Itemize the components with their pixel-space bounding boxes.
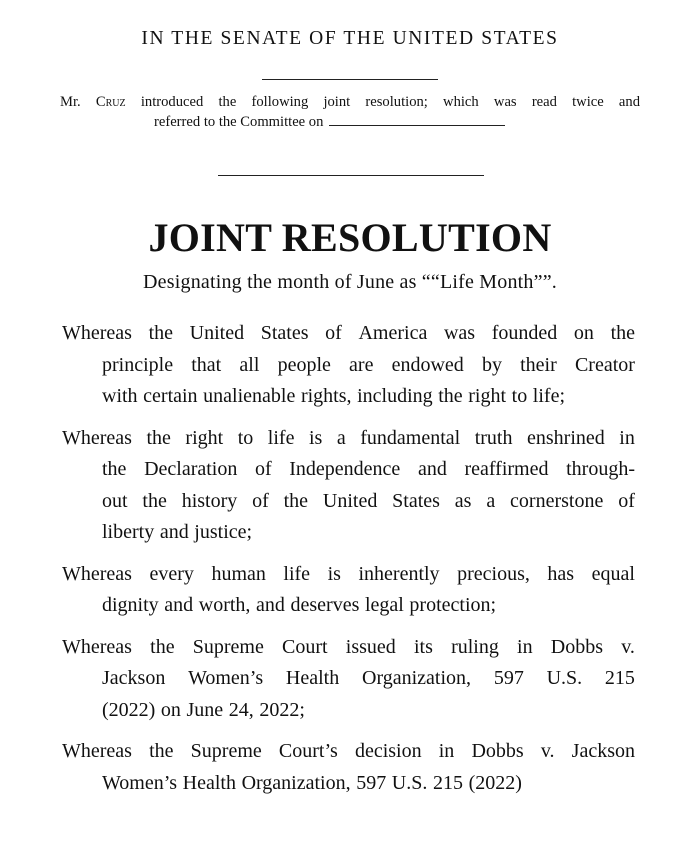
committee-referral-text: referred to the Committee on [154, 114, 324, 130]
clause-line: principle that all people are endowed by their Creator [102, 353, 635, 376]
whereas-clause [62, 423, 635, 549]
intro-prefix: Mr. [60, 94, 81, 110]
committee-blank [329, 113, 505, 126]
whereas-clause [62, 632, 635, 727]
clause-line: Whereas the right to life is a fundamental truth enshrined in [62, 426, 635, 449]
clause-line: with certain unalienable rights, including the right to life; [102, 385, 566, 407]
clause-line: Whereas the Supreme Court’s decision in Dobbs v. Jackson [62, 740, 635, 762]
whereas-clauses [62, 318, 635, 809]
whereas-clause [62, 318, 635, 413]
clause-line: Women’s Health Organization, 597 U.S. 215 (2022) [102, 771, 522, 794]
whereas-clause [62, 736, 635, 799]
resolution-subtitle: Designating the month of June as ““Life Month””. [143, 271, 557, 293]
sponsor-name: Cruz [95, 94, 126, 110]
resolution-type-title: JOINT RESOLUTION [148, 215, 552, 260]
clause-line: (2022) on June 24, 2022; [102, 698, 305, 721]
clause-line: dignity and worth, and deserves legal protection; [102, 594, 497, 616]
introduction-line-1 [60, 92, 640, 112]
clause-line: Whereas the United States of America was founded on the [62, 322, 635, 344]
clause-line: out the history of the United States as a cornerstone of [102, 489, 635, 512]
title-divider [218, 175, 484, 176]
whereas-clause [62, 559, 635, 622]
chamber-heading: IN THE SENATE OF THE UNITED STATES [141, 28, 559, 49]
clause-line: Whereas every human life is inherently precious, has equal [62, 562, 635, 585]
clause-line: Jackson Women’s Health Organization, 597 U.S. 215 [102, 667, 635, 689]
clause-line: liberty and justice; [102, 521, 253, 543]
header-divider [262, 79, 438, 80]
introduction-text: introduced the following joint resolution; which was read twice and [140, 94, 641, 110]
introduction-line-2 [60, 112, 640, 132]
clause-line: Whereas the Supreme Court issued its ruling in Dobbs v. [62, 635, 635, 658]
clause-line: the Declaration of Independence and reaffirmed through- [102, 458, 635, 480]
introduction-statement [60, 92, 640, 132]
